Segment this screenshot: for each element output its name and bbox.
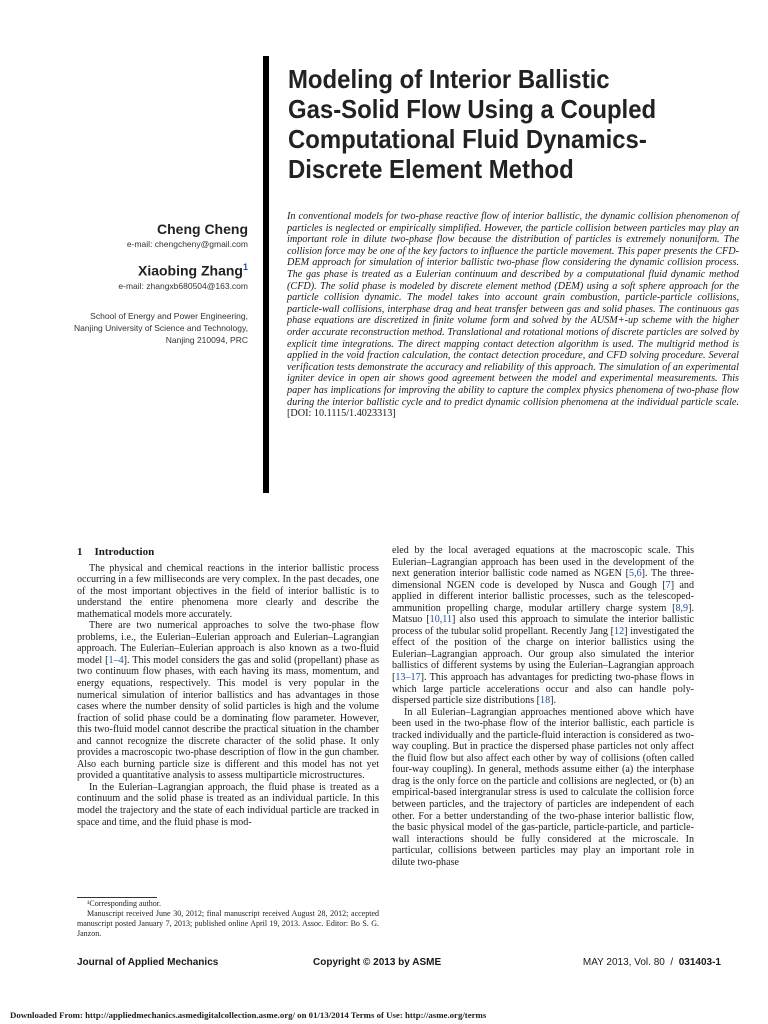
text-run: ]. Matsuo [ [392,602,694,626]
footnotes [77,899,379,939]
journal-name: Journal of Applied Mechanics [77,957,219,968]
citation-link[interactable]: 7 [665,579,671,591]
author-name: Xiaobing Zhang$^1$ [137,262,248,279]
text-run: In all Eulerian–Lagrangian approaches mentioned above which have been used in the two-phase flow of the interior ballistic, each particle is tracked individually and the particle-fluid interaction is considered as two-way coupling. But in practice the dispersed phase particles not only affect the fluid flow but also affect each other by way of collisions (often called four-way coupling). In general, methods assume either (a) the interphase drag is the only force on the particle and collisions are neglected, or (b) an empirical-based intergranular stress is used to calculate the collision force between particles, and the trajectory of particles are independent of each other. For a better understanding of the two-phase interior ballistic flow, the basic physical model of the gas-particle, particle-particle, and particle-wall interactions should be fully considered at the microscale. In particular, collisions between particles may play an important role in dilute two-phase [392,706,694,868]
title-accent-bar [263,56,269,493]
right-paragraphs [392,545,694,868]
article-number: 031403-1 [678,957,721,968]
citation-link[interactable]: 13–17 [395,672,421,684]
doi[interactable]: [DOI: 10.1115/1.4023313] [287,408,396,420]
section-title: Introduction [94,546,155,558]
author-email[interactable]: e-mail: chengcheny@gmail.com [126,239,248,249]
affiliation-line: Nanjing University of Science and Technology, [73,322,248,333]
text-run: There are two numerical approaches to solve the two-phase flow problems, i.e., the Eulerian–Eulerian approach and Eulerian–Lagrangian approach. The Eulerian–Eulerian approach is also known as a two-fluid model [ [77,620,379,666]
abstract [287,211,739,420]
paper-title [288,64,702,184]
text-run: eled by the local averaged equations at the macroscopic scale. This Eulerian–Lagrangian approach has been used in the development of the next generation interior ballistic code named as NGEN [ [392,545,694,580]
footnote-marker[interactable]: 1 [242,262,248,272]
paragraph [77,782,379,828]
author-block [8,221,248,346]
author-email[interactable]: e-mail: zhangxb680504@163.com [118,280,248,291]
footnote-rule [77,897,157,898]
download-notice[interactable]: Downloaded From: http://appliedmechanics.asmedigitalcollection.asme.org/ on 01/13/2014 Terms of Use: http://asme.org/terms [10,1010,487,1020]
author-name: Cheng Cheng [157,221,248,237]
body-column-left [77,547,379,828]
citation-link[interactable]: 12 [614,625,625,637]
body-column-right [392,545,694,868]
title-line: Modeling of Interior Ballistic [288,64,610,94]
left-paragraphs [77,563,379,829]
title-line: Gas-Solid Flow Using a Coupled [288,94,657,124]
text-run: ] also used this approach to simulate the interior ballistic process of the tubular solid propellant. Recently Jang [ [392,614,694,637]
text-run: The physical and chemical reactions in the interior ballistic process occurring in a few milliseconds are very complex. In the past decades, one of the most important objectives in the field of interior ballistic is to understand the entire phenomena more clearly and describe the mathematical models more accurately. [77,562,379,620]
text-run: ]. [550,695,556,707]
text-run: ]. This approach has advantages for predicting two-phase flows in which large particle accelerations occur and also can handle poly-dispersed particle size distributions [ [392,672,694,707]
section-heading [77,547,379,559]
citation-link[interactable]: 5,6 [629,568,642,580]
citation-link[interactable]: 18 [540,695,551,707]
title-line: Computational Fluid Dynamics- [288,124,647,154]
text-run: ] investigated the effect of the position of the charge on interior ballistics using the Eulerian–Lagrangian approach. Our group also simulated the interior ballistics of different systems by using the Eulerian–Lagrangian approach [ [392,625,694,684]
paragraph [77,620,379,782]
footnote: Manuscript received June 30, 2012; final manuscript received August 28, 2012; accepted manuscript posted January 7, 2013; published online April 19, 2013. Assoc. Editor: Bo S. G. Janzon. [77,909,379,938]
issue: MAY 2013, Vol. 80 [582,957,665,968]
affiliation-line: Nanjing 210094, PRC [165,334,248,345]
affiliation-line: School of Energy and Power Engineering, [90,310,248,321]
issue-info: MAY 2013, Vol. 80 / 031403-1 [582,957,721,968]
journal-footer [77,957,721,971]
text-run: ] and applied in different interior ballistic processes, such as the telescoped-ammunition propelling charge, modular artillery charge system [ [392,579,694,614]
paragraph [392,707,694,869]
paragraph [392,545,694,707]
abstract-text: In conventional models for two-phase reactive flow of interior ballistic, the dynamic collision phenomenon of particles is neglected or empirically simplified. However, the particle collision between particles may play an important role in dilute two-phase flow because the distribution of particles is extremely nonuniform. The collision force may be one of the key factors to influence the particle movement. This paper presents the CFD-DEM approach for simulation of interior ballistic two-phase flow considering the dynamic collision process. The gas phase is treated as a Eulerian continuum and described by a computational fluid dynamic method (CFD). The solid phase is modeled by discrete element method (DEM) using a soft sphere approach for the particle collision dynamic. The model takes into account grain combustion, particle-particle collisions, particle-wall collisions, interphase drag and heat transfer between gas and solid phases. The continuous gas phase equations are discretized in finite volume form and solved by the AUSM+-up scheme with the higher order accurate reconstruction method. Translational and rotational motions of discrete particles are solved by explicit time integrations. The direct mapping contact detection algorithm is used. The multigrid method is applied in the void fraction calculation, the contact detection procedure, and CFD solving procedure. Several verification tests demonstrate the accuracy and reliability of this approach. The simulation of an experimental igniter device in open air shows good agreement between the model and experimental measurements. This paper has implications for improving the ability to capture the complex physics phenomena of two-phase flow during the interior ballistic cycle and to predict dynamic collision phenomena at the individual particle scale. [287,211,739,408]
title-line: Discrete Element Method [288,154,574,184]
text-run: ]. This model considers the gas and solid (propellant) phase as two continuum flow phases, with each having its mass, momentum, and energy equations, respectively. This model is very popular in the numerical simulation of interior ballistics and has advantages in those cases where the number density of solid particles is high and the volume fraction of solid phase could be a dominating flow parameter. However, this two-fluid model cannot describe the practical situation in the chamber and cannot recognize the discrete character of the solid phase. It only provides a macroscopic two-phase description of flow in the gun chamber. Also each burning particle size is different and this model has not yet provided a quantitative analysis to assess multiparticle microstructures. [77,654,379,782]
text-run: ]. The three-dimensional NGEN code is developed by Nusca and Gough [ [392,568,694,591]
section-number: 1 [77,546,83,558]
copyright: Copyright © 2013 by ASME [313,957,442,968]
footnote: ¹Corresponding author. [87,899,161,908]
citation-link[interactable]: 1–4 [108,654,124,666]
text-run: In the Eulerian–Lagrangian approach, the fluid phase is treated as a continuum and the solid phase is treated as an individual particle. In this model the trajectory and the state of each individual particle are tracked in space and time, and the fluid phase is mod- [77,781,379,828]
citation-link[interactable]: 10,11 [429,614,453,626]
paragraph [77,563,379,621]
citation-link[interactable]: 8,9 [675,602,689,614]
